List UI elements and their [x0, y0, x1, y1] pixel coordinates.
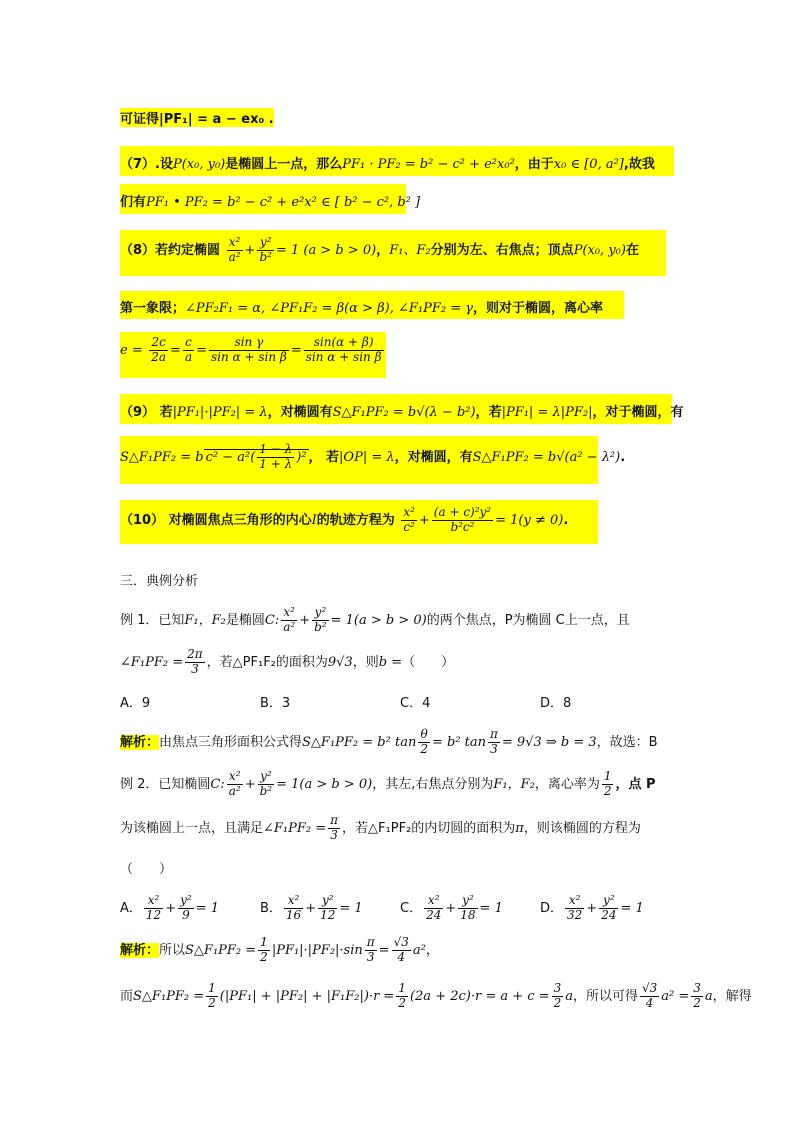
solution-label: 解析：: [120, 942, 160, 958]
option-a[interactable]: A．9: [120, 696, 151, 711]
frac-x2-a2: $\frac{\text{x²}}{\text{a²}}$: [228, 235, 241, 264]
option-d[interactable]: D．8: [540, 696, 572, 711]
example-2-line2: 为该椭圆上一点，且满足∠F₁PF₂ = $\frac{\pi}{3}$ ，若△F₁PF₂的内切圆的面积为π，则该椭圆的方程为: [120, 813, 641, 842]
example-1-line2: ∠F₁PF₂ = $\frac{2\pi}{3}$ ，若△PF₁F₂的面积为9√3，则b =（ ）: [120, 647, 455, 676]
option-d[interactable]: D． $\frac{\text{x²}}{32}$ + $\frac{\text{y²}}{24}$ = 1: [540, 893, 644, 922]
option-c[interactable]: C． $\frac{\text{x²}}{24}$ + $\frac{\text{y²}}{18}$ = 1: [400, 893, 503, 922]
item-8-line1: （8）若约定椭圆 $\frac{\text{x²}}{\text{a²}}$ + $\frac{\text{y²}}{\text{b²}}$ = 1 (a > b > 0)，F₁、F₂分别为左、右焦点；顶点P(x₀, y₀)在: [120, 235, 639, 264]
item-8-eccentricity: e = $\frac{2c}{2a}$ = $\frac{c}{a}$ = $\frac{\text{sin γ}}{\text{sin α + sin β}}$ = $\frac{\sin(\alpha + \beta)}{\text{sin α + sin β}}$: [120, 335, 382, 364]
example-2-paren: （ ）: [120, 862, 173, 877]
option-b[interactable]: B． $\frac{\text{x²}}{16}$ + $\frac{\text{y²}}{12}$ = 1: [260, 893, 363, 922]
solution-label: 解析：: [120, 734, 160, 750]
item-8-line2: 第一象限；∠PF₂F₁ = α, ∠PF₁F₂ = β(α > β), ∠F₁PF₂ = γ，则对于椭圆，离心率: [120, 301, 603, 316]
solution-2-line1: 解析：所以S△F₁PF₂ = $\frac{1}{2}$ |PF₁|·|PF₂|·sin $\frac{\pi}{3}$ = $\frac{√3}{4}$ a²，: [120, 935, 439, 964]
item-9-line2: S△F₁PF₂ = b c² − a²( $\frac{1 - \lambda}{1 + \lambda}$ )² ， 若|OP| = λ，对椭圆，有S△F₁PF₂ = b√(a² − λ²).: [120, 442, 626, 471]
option-b[interactable]: B．3: [260, 696, 291, 711]
example-1-line1: 例 1．已知F₁，F₂是椭圆C: $\frac{\text{x²}}{\text{a²}}$ + $\frac{\text{y²}}{\text{b²}}$ = 1(a > b > 0)的两个焦点，P为椭圆 C上一点，且: [120, 605, 630, 634]
proof-line: 可证得|PF₁| = a − ex₀ .: [120, 108, 274, 127]
solution-2-line2: 而S△F₁PF₂ = $\frac{1}{2}$ (|PF₁| + |PF₂| + |F₁F₂|)·r = $\frac{1}{2}$ (2a + 2c)·r = a + c = $\frac{3}{2}$ a，所以可得 $\frac{√3}{4}$ a² = $\frac{3}{2}$ a，解得: [120, 981, 752, 1010]
frac-y2-b2: $\frac{\text{y²}}{\text{b²}}$: [259, 235, 272, 264]
option-c[interactable]: C．4: [400, 696, 431, 711]
sqrt-expression: c² − a²( $\frac{1 - \lambda}{1 + \lambda}$ )²: [205, 442, 307, 471]
option-a[interactable]: A． $\frac{\text{x²}}{12}$ + $\frac{\text{y²}}{9}$ = 1: [120, 893, 219, 922]
item-7-line1: （7）.设P(x₀, y₀)是椭圆上一点，那么PF₁ · PF₂ = b² − c² + e²x₀²，由于x₀ ∈ [0, a²],故我: [120, 157, 655, 172]
example-1-options: [120, 692, 680, 711]
item-7-line2: 们有PF₁ • PF₂ = b² − c² + e²x² ∈ [ b² − c², b² ]: [120, 195, 421, 210]
item-10-line: （10） 对椭圆焦点三角形的内心I的轨迹方程为 $\frac{\text{x²}}{\text{c²}}$ + $\frac{\text{(a + c)²y²}}{\text{b²c²}}$ = 1(y ≠ 0).: [120, 505, 569, 534]
section-title: 三．典例分析: [120, 574, 199, 589]
solution-1: 解析：由焦点三角形面积公式得S△F₁PF₂ = b² tan $\frac{\theta}{2}$ = b² tan $\frac{\pi}{3}$ = 9√3 ⇒ b = 3，故选：B: [120, 727, 658, 756]
item-9-line1: （9） 若|PF₁|·|PF₂| = λ，对椭圆有S△F₁PF₂ = b√(λ − b²)，若|PF₁| = λ|PF₂|，对于椭圆，有: [120, 405, 684, 420]
example-2-line1: 例 2．已知椭圆C: $\frac{\text{x²}}{\text{a²}}$ + $\frac{\text{y²}}{\text{b²}}$ = 1(a > b > 0)，其左,右焦点分别为F₁，F₂，离心率为 $\frac{1}{2}$ ，点 P: [120, 769, 656, 798]
example-2-options: [120, 894, 680, 923]
